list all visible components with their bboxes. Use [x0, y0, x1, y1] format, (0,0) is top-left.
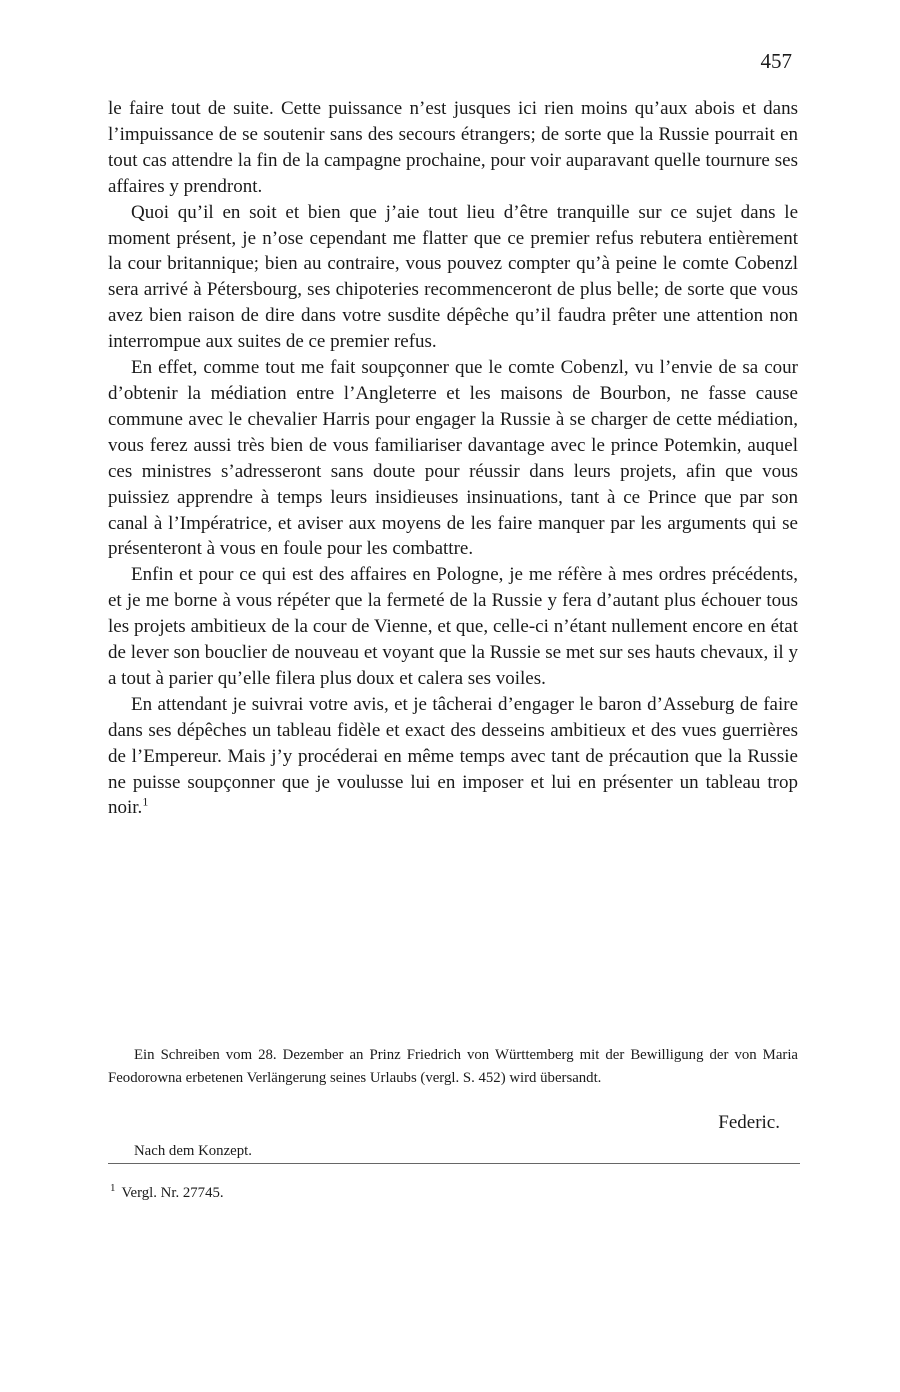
- paragraph-2: Quoi qu’il en soit et bien que j’aie tout lieu d’être tranquille sur ce sujet dans le moment présent, je n’ose cependant me flatter que ce premier refus rebutera entièrement la cour britannique; bien au contraire, vous pouvez compter qu’à peine le comte Cobenzl sera arrivé à Pétersbourg, ses chipoteries recommenceront de plus belle; de sorte que vous avez bien raison de dire dans votre susdite dépêche qu’il faudra prêter une attention non interrompue aux suites de ce premier refus.: [108, 201, 798, 353]
- letter-body: [108, 96, 798, 821]
- footnote-divider: [108, 1163, 800, 1164]
- footnote-number: 1: [110, 1182, 116, 1195]
- page-number: 457: [760, 49, 792, 73]
- footnote-reference: 1: [142, 795, 149, 810]
- editorial-note: [108, 1044, 798, 1089]
- signature: Federic.: [718, 1112, 780, 1133]
- paragraph-4: Enfin et pour ce qui est des affaires en Pologne, je me réfère à mes ordres précédents, et je me borne à vous répéter que la fermeté de la Russie y fera d’autant plus échouer tous les projets ambitieux de la cour de Vienne, et que, celle-ci n’étant nullement encore en état de lever son bouclier de nouveau et voyant que la Russie se met sur ses hauts chevaux, il y a tout à parier qu’elle filera plus doux et calera ses voiles.: [108, 564, 798, 689]
- footnote-text: Vergl. Nr. 27745.: [121, 1185, 224, 1201]
- paragraph-5-text: En attendant je suivrai votre avis, et je tâcherai d’engager le baron d’Asseburg de faire dans ses dépêches un tableau fidèle et exact des desseins ambitieux et des vues guerrières de l’Empereur. Mais j’y procéderai en même temps avec tant de précaution que la Russie ne puisse soupçonner que je voulusse lui en imposer et lui en présenter un tableau trop noir.: [108, 693, 798, 819]
- editorial-note-text: Ein Schreiben vom 28. Dezember an Prinz Friedrich von Württemberg mit der Bewilligung der von Maria Feodorowna erbetenen Verlängerung seines Urlaubs (vergl. S. 452) wird übersandt.: [108, 1047, 798, 1086]
- paragraph-3: En effet, comme tout me fait soupçonner que le comte Cobenzl, vu l’envie de sa cour d’obtenir la médiation entre l’Angleterre et les maisons de Bourbon, ne fasse cause commune avec le chevalier Harris pour engager la Russie à se charger de cette médiation, vous ferez aussi très bien de vous familiariser davantage avec le prince Potemkin, auquel ces ministres s’adresseront sans doute pour réussir dans leurs projets, afin que vous puissiez apprendre à temps leurs insidieuses insinuations, tant à ce Prince que par son canal à l’Impératrice, et aviser aux moyens de les faire manquer par les arguments qui se présenteront à vous en foule pour les combattre.: [108, 357, 798, 560]
- source-note: Nach dem Konzept.: [134, 1143, 252, 1159]
- paragraph-5: [108, 692, 798, 822]
- footnote: [110, 1182, 224, 1204]
- paragraph-1: le faire tout de suite. Cette puissance n’est jusques ici rien moins qu’aux abois et dans l’impuissance de se soutenir sans des secours étrangers; de sorte que la Russie pourrait en tout cas attendre la fin de la campagne prochaine, pour voir auparavant quelle tournure ses affaires y prendront.: [108, 98, 798, 197]
